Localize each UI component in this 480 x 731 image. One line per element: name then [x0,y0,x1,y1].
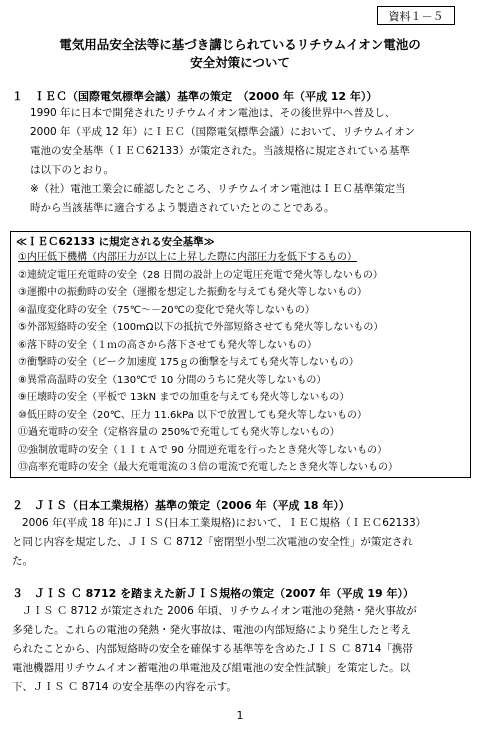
section1-line: 1990 年に日本で開発されたリチウムイオン電池は、その後世界中へ普及し、 [30,107,396,119]
list-item: ⑧異常高温時の安全（130℃で 10 分間のうちに発火等しないもの） [18,374,327,386]
document-title-line2: 安全対策について [190,55,290,70]
safety-standards-title: ≪ＩＥＣ62133 に規定される安全基準≫ [16,236,215,248]
section2-line: 2006 年(平成 18 年)にＪＩＳ(日本工業規格)において、ＩＥＣ規格（ＩＥＣ62133） [22,517,427,529]
list-item: ③運搬中の振動時の安全（運搬を想定した振動を与えても発火等しないもの） [18,287,367,298]
list-item: ②連続定電圧充電時の安全（28 日間の設計上の定電圧充電で発火等しないもの） [18,269,383,281]
section1-line: 2000 年（平成 12 年）にＩＥＣ（国際電気標準会議）において、リチウムイオン [30,126,416,138]
section1-line: は以下のとおり。 [30,164,114,176]
list-item: ⑨圧壊時の安全（平板で 13kN までの加重を与えても発火等しないもの） [18,392,350,403]
list-item: ④温度変化時の安全（75℃～－20℃の変化で発火等しないもの） [18,304,315,316]
section1-heading: １ ＩＥＣ（国際電気標準会議）基準の策定 （2000 年（平成 12 年）） [12,90,378,103]
section3-line: ＪＩＳ Ｃ 8712 が策定された 2006 年頃、リチウムイオン電池の発熱・発火事故が [22,605,417,617]
document-title-line1: 電気用品安全法等に基づき講じられているリチウムイオン電池の [59,37,421,52]
section3-line: られたことから、内部短絡時の安全を確保する基準等を含めたＪＩＳ Ｃ 8714「携帯 [12,643,413,655]
section3-line: 下、ＪＩＳ Ｃ 8714 の安全基準の内容を示す。 [12,681,237,693]
page-number: 1 [236,709,244,722]
list-item: ⑩低圧時の安全（20℃、圧力 11.6kPa 以下で放置しても発火等しないもの） [18,409,368,421]
section3-line: 多発した。これらの電池の発熱・発火事故は、電池の内部短絡により発生したと考え [12,624,411,636]
safety-standards-list [18,249,398,477]
section1-note: ※（社）電池工業会に確認したところ、リチウムイオン電池はＩＥＣ基準策定当 [30,183,406,195]
section2-line: た。 [12,555,33,567]
section3-heading: ３ ＪＩＳ Ｃ 8712 を踏まえた新ＪＩＳ規格の策定（2007 年（平成 19 年）） [12,587,415,600]
section1-note: 時から当該基準に適合するよう製造されていたとのことである。 [30,202,335,214]
list-item: ⑬高率充電時の安全（最大充電電流の３倍の電流で充電したとき発火等しないもの） [18,462,398,473]
list-item: ①内圧低下機構（内部圧力が以上に上昇した際に内部圧力を低下するもの） [18,252,357,263]
section1-line: 電池の安全基準（ＩＥＣ62133）が策定された。当該規格に規定されている基準 [30,145,410,157]
list-item: ⑪過充電時の安全（定格容量の 250%で充電しても発火等しないもの） [18,427,340,438]
document-label: 資料１－５ [377,6,455,25]
list-item: ⑫強制放電時の安全（１ＩｔＡで 90 分間逆充電を行ったとき発火等しないもの） [18,444,388,456]
section3-line: 電池機器用リチウムイオン蓄電池の単電池及び組電池の安全性試験」を策定した。以 [12,662,411,674]
list-item: ⑥落下時の安全（１ｍの高さから落下させても発火等しないもの） [18,339,317,351]
section2-heading: ２ ＪＩＳ（日本工業規格）基準の策定（2006 年（平成 18 年）） [12,499,350,512]
section2-line: と同じ内容を規定した、ＪＩＳ Ｃ 8712「密閉型小型二次電池の安全性」が策定され [12,536,413,548]
list-item: ⑤外部短絡時の安全（100mΩ以下の抵抗で外部短絡させても発火等しないもの） [18,322,384,333]
list-item: ⑦衝撃時の安全（ピーク加速度 175ｇの衝撃を与えても発火等しないもの） [18,357,359,368]
